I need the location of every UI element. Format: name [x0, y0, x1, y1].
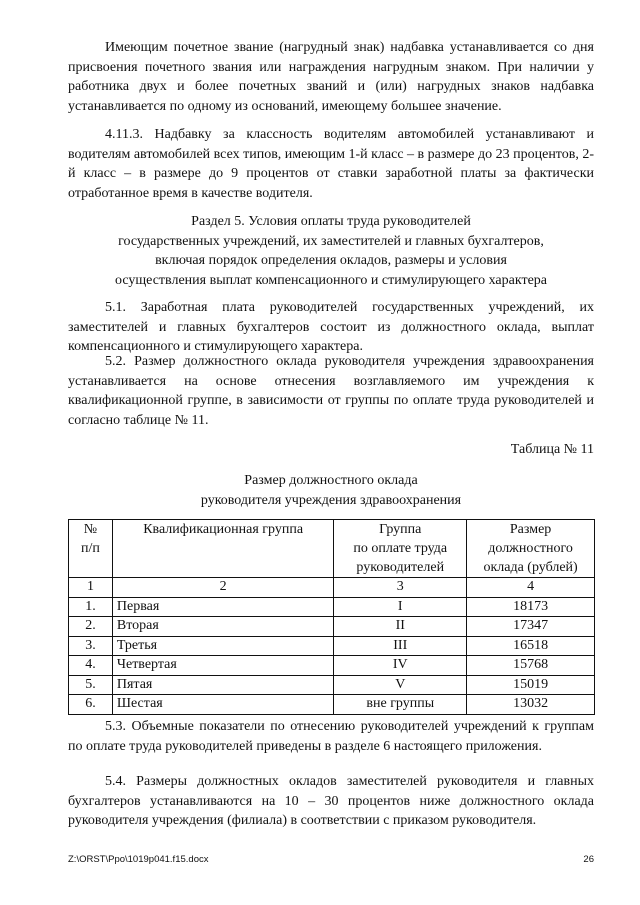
- header-line: по оплате труда: [353, 541, 448, 556]
- row-number: 5.: [69, 675, 113, 695]
- row-pay-group: V: [334, 675, 467, 695]
- row-number: 2.: [69, 617, 113, 637]
- row-salary: 18173: [467, 597, 595, 617]
- header-line: п/п: [81, 541, 100, 556]
- footer-file-path: Z:\ORST\Ppo\1019p041.f15.docx: [68, 854, 209, 865]
- header-line: оклада (рублей): [483, 560, 578, 575]
- table-title-line: Размер должностного оклада: [244, 473, 418, 488]
- column-number: 3: [334, 578, 467, 598]
- row-number: 3.: [69, 636, 113, 656]
- row-group: Шестая: [112, 695, 333, 715]
- header-line: Квалификационная группа: [143, 522, 304, 537]
- row-group: Пятая: [112, 675, 333, 695]
- paragraph-5-4: 5.4. Размеры должностных окладов заместителей руководителя и главных бухгалтеров устанавливаются на 10 – 30 процентов ниже должностного оклада руководителя учреждения (филиала) в соответствии с приказом руководителя.: [68, 774, 594, 828]
- table-title-line: руководителя учреждения здравоохранения: [200, 492, 462, 508]
- table-title: [68, 471, 594, 510]
- section-heading-line: осуществления выплат компенсационного и стимулирующего характера: [114, 272, 548, 288]
- table-row: [69, 617, 595, 637]
- row-salary: 15019: [467, 675, 595, 695]
- row-salary: 13032: [467, 695, 595, 715]
- section-heading-line: включая порядок определения окладов, размеры и условия: [155, 253, 507, 268]
- section-heading-line: государственных учреждений, их заместителей и главных бухгалтеров,: [118, 233, 544, 249]
- header-pay-group: [334, 520, 467, 578]
- header-line: Размер: [509, 522, 552, 537]
- row-group: Третья: [112, 636, 333, 656]
- table-row: [69, 636, 595, 656]
- paragraph-5-2: 5.2. Размер должностного оклада руководителя учреждения здравоохранения устанавливается на основе отнесения возглавляемого им учреждения к квалификационной группе, в зависимости от группы по оплате труда руководителей и согласно таблице № 11.: [68, 354, 594, 428]
- paragraph-5-3: 5.3. Объемные показатели по отнесению руководителей учреждений к группам по оплате труда руководителей приведены в разделе 6 настоящего приложения.: [68, 719, 594, 754]
- header-line: Группа: [379, 522, 422, 537]
- paragraph-5-1: 5.1. Заработная плата руководителей государственных учреждений, их заместителей и главных бухгалтеров состоит из должностного оклада, выплат компенсационного и стимулирующего характера.: [68, 300, 594, 354]
- row-group: Первая: [112, 597, 333, 617]
- header-salary: [467, 520, 595, 578]
- row-pay-group: III: [334, 636, 467, 656]
- column-number: 2: [112, 578, 333, 598]
- row-group: Вторая: [112, 617, 333, 637]
- header-line: №: [83, 522, 98, 537]
- column-number: 1: [69, 578, 113, 598]
- table-row: [69, 675, 595, 695]
- row-number: 1.: [69, 597, 113, 617]
- row-salary: 15768: [467, 656, 595, 676]
- row-pay-group: IV: [334, 656, 467, 676]
- row-salary: 17347: [467, 617, 595, 637]
- row-group: Четвертая: [112, 656, 333, 676]
- paragraph-4-11-3: 4.11.3. Надбавку за классность водителям автомобилей устанавливают и водителям автомобилей всех типов, имеющим 1-й класс – в размере до 23 процентов, 2-й класс – в размере до 9 процентов от ставки заработной платы за фактически отработанное время в качестве водителя.: [68, 127, 595, 201]
- row-number: 4.: [69, 656, 113, 676]
- table-row: [69, 656, 595, 676]
- table-row: [69, 695, 595, 715]
- table-header-row: [69, 520, 595, 578]
- row-pay-group: вне группы: [334, 695, 467, 715]
- row-pay-group: I: [334, 597, 467, 617]
- table-row: [69, 597, 595, 617]
- section-heading-line: Раздел 5. Условия оплаты труда руководителей: [191, 214, 471, 229]
- table-label: Таблица № 11: [510, 442, 594, 457]
- paragraph-honorary-title: Имеющим почетное звание (нагрудный знак) надбавка устанавливается со дня присвоения почетного звания или награждения нагрудным знаком. При наличии у работника двух и более почетных званий и (или) нагрудных знаков надбавка устанавливается по одному из оснований, имеющему большее значение.: [68, 40, 594, 114]
- row-pay-group: II: [334, 617, 467, 637]
- header-line: руководителей: [356, 560, 445, 575]
- header-number: [69, 520, 113, 578]
- section-5-heading: [68, 212, 594, 290]
- header-line: должностного: [488, 541, 573, 556]
- column-number-row: [69, 578, 595, 598]
- header-qualification-group: [112, 520, 333, 578]
- salary-table: [68, 519, 595, 715]
- row-salary: 16518: [467, 636, 595, 656]
- footer-page-number: 26: [583, 854, 594, 865]
- row-number: 6.: [69, 695, 113, 715]
- column-number: 4: [467, 578, 595, 598]
